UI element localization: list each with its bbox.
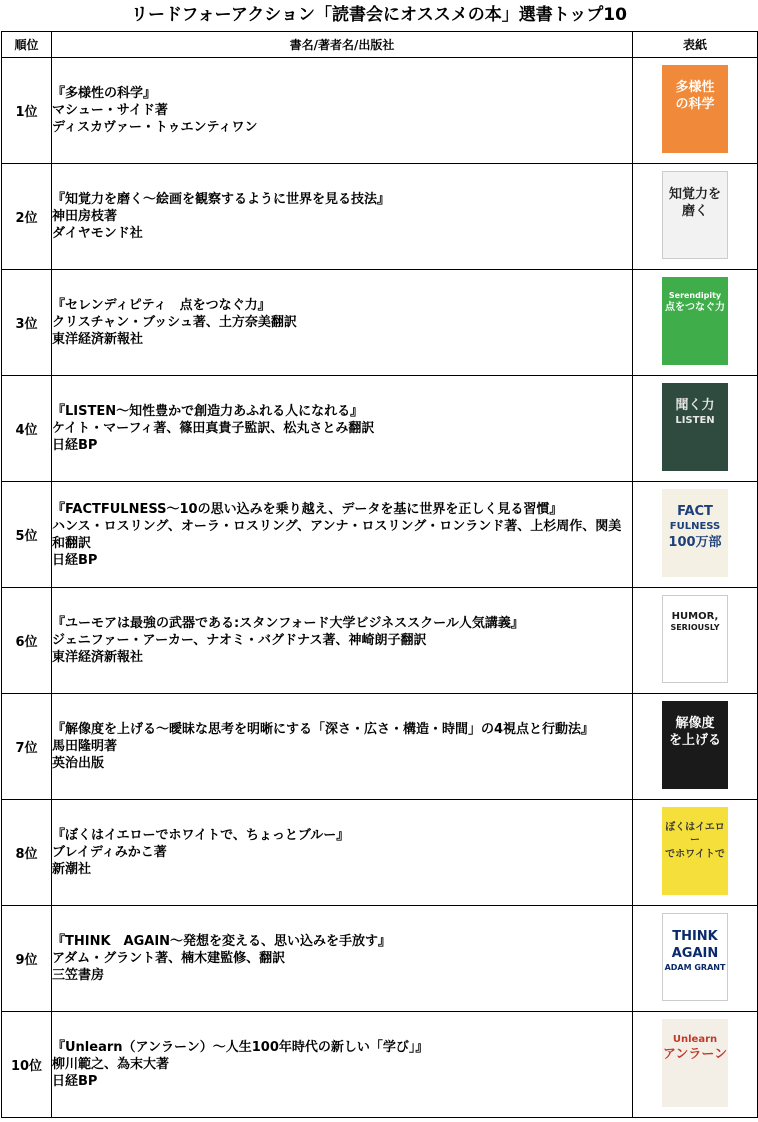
book-title: 『多様性の科学』 [52, 86, 157, 101]
book-publisher: ディスカヴァー・トゥエンティワン [52, 120, 258, 135]
cover-text: ぼくはイエロー [665, 821, 725, 846]
book-info-cell [52, 270, 633, 376]
cover-text: Serendipity [668, 290, 722, 300]
book-cover-image [662, 807, 728, 895]
header-cover: 表紙 [633, 32, 758, 58]
cover-text: FULNESS [669, 521, 721, 533]
cover-cell [633, 482, 758, 588]
cover-cell [633, 1012, 758, 1118]
rank-cell: 5位 [2, 482, 52, 588]
book-title: 『LISTEN～知性豊かで創造力あふれる人になれる』 [52, 404, 364, 419]
book-publisher: 日経BP [52, 552, 98, 568]
book-publisher: 日経BP [52, 1074, 98, 1089]
header-rank: 順位 [2, 32, 52, 58]
cover-cell [633, 164, 758, 270]
header-row [2, 32, 758, 58]
book-cover-image [662, 383, 728, 471]
book-info-cell [52, 800, 633, 906]
table-row [2, 694, 758, 800]
cover-text: SERIOUSLY [670, 623, 720, 632]
book-author: クリスチャン・ブッシュ著、土方奈美翻訳 [52, 315, 297, 330]
book-author: ハンス・ロスリング、オーラ・ロスリング、アンナ・ロスリング・ロンランド著、上杉周作、関美和翻訳 [52, 518, 622, 551]
cover-text: の科学 [675, 97, 715, 113]
cover-text: LISTEN [675, 415, 715, 427]
book-cover-image [662, 701, 728, 789]
cover-cell [633, 270, 758, 376]
rank-cell: 8位 [2, 800, 52, 906]
rank-cell: 10位 [2, 1012, 52, 1118]
cover-text: でホワイトで [665, 848, 725, 860]
cover-cell [633, 376, 758, 482]
book-info-cell [52, 58, 633, 164]
book-info-cell [52, 906, 633, 1012]
rank-cell: 1位 [2, 58, 52, 164]
table-row [2, 482, 758, 588]
book-title: 『Unlearn（アンラーン）～人生100年時代の新しい「学び」』 [52, 1040, 429, 1055]
book-title: 『ぼくはイエローでホワイトで、ちょっとブルー』 [52, 828, 350, 843]
book-cover-image [662, 65, 728, 153]
table-row [2, 1012, 758, 1118]
table-row [2, 270, 758, 376]
book-cover-image [662, 1019, 728, 1107]
book-publisher: 東洋経済新報社 [52, 332, 144, 347]
cover-text: AGAIN [671, 946, 719, 962]
cover-text: アンラーン [662, 1047, 728, 1062]
page-title: リードフォーアクション「読書会にオススメの本」選書トップ10 [131, 5, 627, 25]
table-row [2, 164, 758, 270]
cover-text: 知覚力を [668, 186, 721, 202]
cover-text: Unlearn [672, 1033, 718, 1045]
book-info-cell [52, 164, 633, 270]
cover-text: 聞く力 [675, 397, 715, 413]
book-author: アダム・グラント著、楠木建監修、翻訳 [52, 951, 286, 966]
book-author: ジェニファー・アーカー、ナオミ・バグドナス著、神崎朗子翻訳 [52, 633, 427, 648]
book-cover-image [662, 277, 728, 365]
table-row [2, 800, 758, 906]
book-publisher: 英治出版 [52, 756, 105, 771]
table-row [2, 376, 758, 482]
book-title: 『知覚力を磨く～絵画を観察するように世界を見る技法』 [52, 192, 391, 207]
book-author: ケイト・マーフィ著、篠田真貴子監訳、松丸さとみ翻訳 [52, 421, 375, 436]
book-ranking-table [1, 31, 758, 1118]
book-cover-image [662, 913, 728, 1001]
book-author: 柳川範之、為末大著 [52, 1057, 170, 1072]
table-row [2, 588, 758, 694]
book-title: 『解像度を上げる～曖昧な思考を明晰にする「深さ・広さ・構造・時間」の4視点と行動法』 [52, 722, 595, 737]
book-publisher: 日経BP [52, 438, 98, 453]
book-publisher: 新潮社 [52, 862, 92, 877]
cover-text: ADAM GRANT [664, 962, 726, 972]
cover-text: 解像度 [675, 715, 715, 731]
book-info-cell [52, 376, 633, 482]
book-publisher: 東洋経済新報社 [52, 650, 144, 665]
book-cover-image [662, 171, 728, 259]
cover-cell [633, 800, 758, 906]
cover-cell [633, 58, 758, 164]
table-row [2, 58, 758, 164]
cover-text: 点をつなぐ力 [665, 302, 725, 314]
book-title: 『ユーモアは最強の武器である:スタンフォード大学ビジネススクール人気講義』 [52, 616, 524, 631]
book-author: 神田房枝著 [52, 209, 118, 224]
book-info-cell [52, 1012, 633, 1118]
book-author: ブレイディみかこ著 [52, 845, 167, 860]
book-info-cell [52, 588, 633, 694]
book-cover-image [662, 595, 728, 683]
cover-cell [633, 906, 758, 1012]
table-row [2, 906, 758, 1012]
book-info-cell [52, 694, 633, 800]
cover-cell [633, 588, 758, 694]
book-publisher: 三笠書房 [52, 968, 105, 983]
book-cover-image [662, 489, 728, 577]
book-title: 『セレンディピティ 点をつなぐ力』 [52, 298, 271, 313]
cover-text: FACT [677, 503, 713, 519]
book-title: 『THINK AGAIN～発想を変える、思い込みを手放す』 [52, 934, 392, 949]
rank-cell: 3位 [2, 270, 52, 376]
rank-cell: 4位 [2, 376, 52, 482]
book-publisher: ダイヤモンド社 [52, 226, 143, 241]
book-author: マシュー・サイド著 [52, 103, 168, 118]
cover-text: 磨く [681, 204, 708, 220]
cover-text: 100万部 [668, 534, 722, 550]
rank-cell: 7位 [2, 694, 52, 800]
cover-text: THINK [672, 928, 718, 944]
book-info-cell [52, 482, 633, 588]
cover-text: を上げる [668, 733, 721, 749]
header-info: 書名/著者名/出版社 [52, 32, 633, 58]
cover-cell [633, 694, 758, 800]
book-title: 『FACTFULNESS～10の思い込みを乗り越え、データを基に世界を正しく見る習慣』 [52, 501, 563, 517]
rank-cell: 9位 [2, 906, 52, 1012]
book-author: 馬田隆明著 [52, 739, 118, 754]
rank-cell: 2位 [2, 164, 52, 270]
cover-text: 多様性 [675, 79, 715, 95]
rank-cell: 6位 [2, 588, 52, 694]
cover-text: HUMOR, [671, 610, 719, 622]
